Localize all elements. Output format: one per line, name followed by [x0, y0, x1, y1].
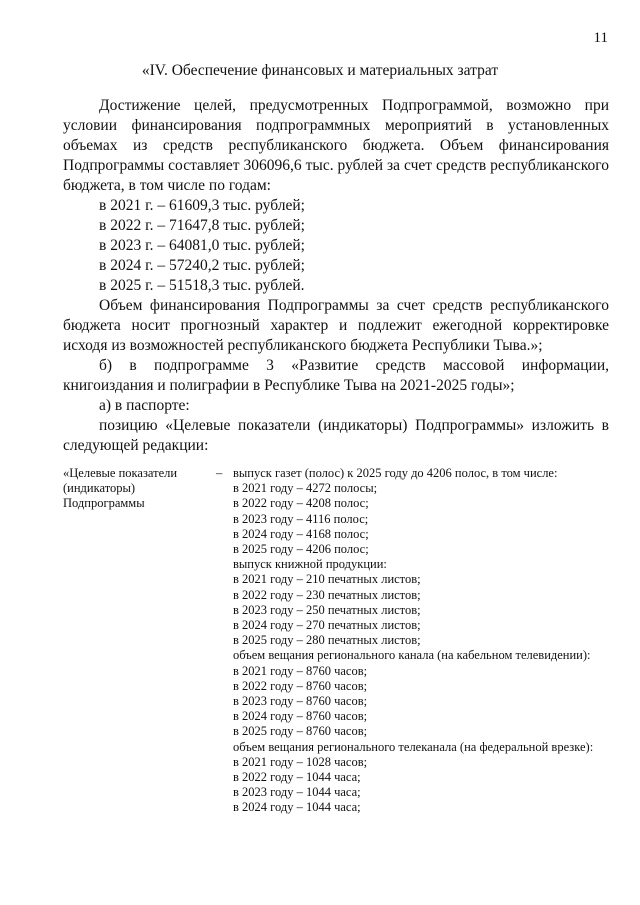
indicator-item: в 2022 году – 8760 часов;: [233, 678, 368, 693]
paragraph: а) в паспорте:: [99, 397, 190, 414]
indicator-item: в 2024 году – 8760 часов;: [233, 709, 368, 724]
passport-dash: –: [216, 466, 223, 480]
indicator-group: [233, 740, 609, 816]
indicator-item: в 2022 году – 4208 полос;: [233, 496, 369, 511]
indicator-item: в 2021 году – 4272 полосы;: [233, 481, 378, 496]
indicator-group: [233, 466, 609, 557]
indicator-group: [233, 557, 609, 648]
indicator-item: в 2023 году – 8760 часов;: [233, 694, 368, 709]
indicator-item: в 2023 году – 1044 часа;: [233, 785, 361, 800]
passport-content: [233, 466, 609, 816]
paragraph: позицию «Целевые показатели (индикаторы) Подпрограммы» изложить в следующей редакции:: [63, 417, 609, 454]
financing-item: в 2022 г. – 71647,8 тыс. рублей;: [99, 217, 305, 234]
indicator-group: [233, 648, 609, 739]
section-title: «IV. Обеспечение финансовых и материальных затрат: [141, 62, 499, 79]
paragraph: Объем финансирования Подпрограммы за счет средств республиканского бюджета носит прогнозный характер и подлежит ежегодной корректировке исходя из возможностей республиканского бюджета Республики Тыва.»;: [63, 297, 609, 354]
financing-item: в 2024 г. – 57240,2 тыс. рублей;: [99, 257, 305, 274]
financing-list: [63, 196, 609, 296]
indicator-item: в 2021 году – 1028 часов;: [233, 754, 368, 769]
indicator-item: в 2021 году – 210 печатных листов;: [233, 572, 421, 587]
financing-item: в 2025 г. – 51518,3 тыс. рублей.: [99, 277, 305, 294]
indicator-item: в 2023 году – 250 печатных листов;: [233, 602, 421, 617]
financing-item: в 2021 г. – 61609,3 тыс. рублей;: [99, 197, 305, 214]
indicator-item: в 2024 году – 1044 часа;: [233, 800, 361, 815]
indicator-item: в 2025 году – 8760 часов;: [233, 724, 368, 739]
indicator-heading: объем вещания регионального телеканала (на федеральной врезке):: [233, 739, 594, 754]
financing-item: в 2023 г. – 64081,0 тыс. рублей;: [99, 237, 305, 254]
indicator-item: в 2024 году – 4168 полос;: [233, 526, 369, 541]
indicator-heading: объем вещания регионального канала (на кабельном телевидении):: [233, 648, 591, 663]
paragraph: Достижение целей, предусмотренных Подпрограммой, возможно при условии финансирования подпрограммных мероприятий в установленных объемах из средств республиканского бюджета. Объем финансирования Подпрограммы составляет 306096,6 тыс. рублей за счет средств республиканского бюджета, в том числе по годам:: [63, 97, 609, 194]
page-number: 11: [593, 30, 608, 46]
indicator-item: в 2022 году – 1044 часа;: [233, 770, 361, 785]
indicator-item: в 2022 году – 230 печатных листов;: [233, 587, 421, 602]
paragraph: б) в подпрограмме 3 «Развитие средств массовой информации, книгоиздания и полиграфии в Республике Тыва на 2021-2025 годы»;: [63, 357, 609, 394]
indicator-item: в 2024 году – 270 печатных листов;: [233, 618, 421, 633]
body-text: [63, 96, 609, 456]
indicator-heading: выпуск газет (полос) к 2025 году до 4206 полос, в том числе:: [233, 466, 558, 480]
indicator-item: в 2025 году – 4206 полос;: [233, 542, 369, 557]
indicator-item: в 2025 году – 280 печатных листов;: [233, 633, 421, 648]
indicator-item: в 2021 году – 8760 часов;: [233, 663, 368, 678]
passport-label: «Целевые показатели (индикаторы) Подпрограммы: [63, 466, 178, 511]
indicator-item: в 2023 году – 4116 полос;: [233, 511, 369, 526]
indicator-heading: выпуск книжной продукции:: [233, 557, 387, 572]
